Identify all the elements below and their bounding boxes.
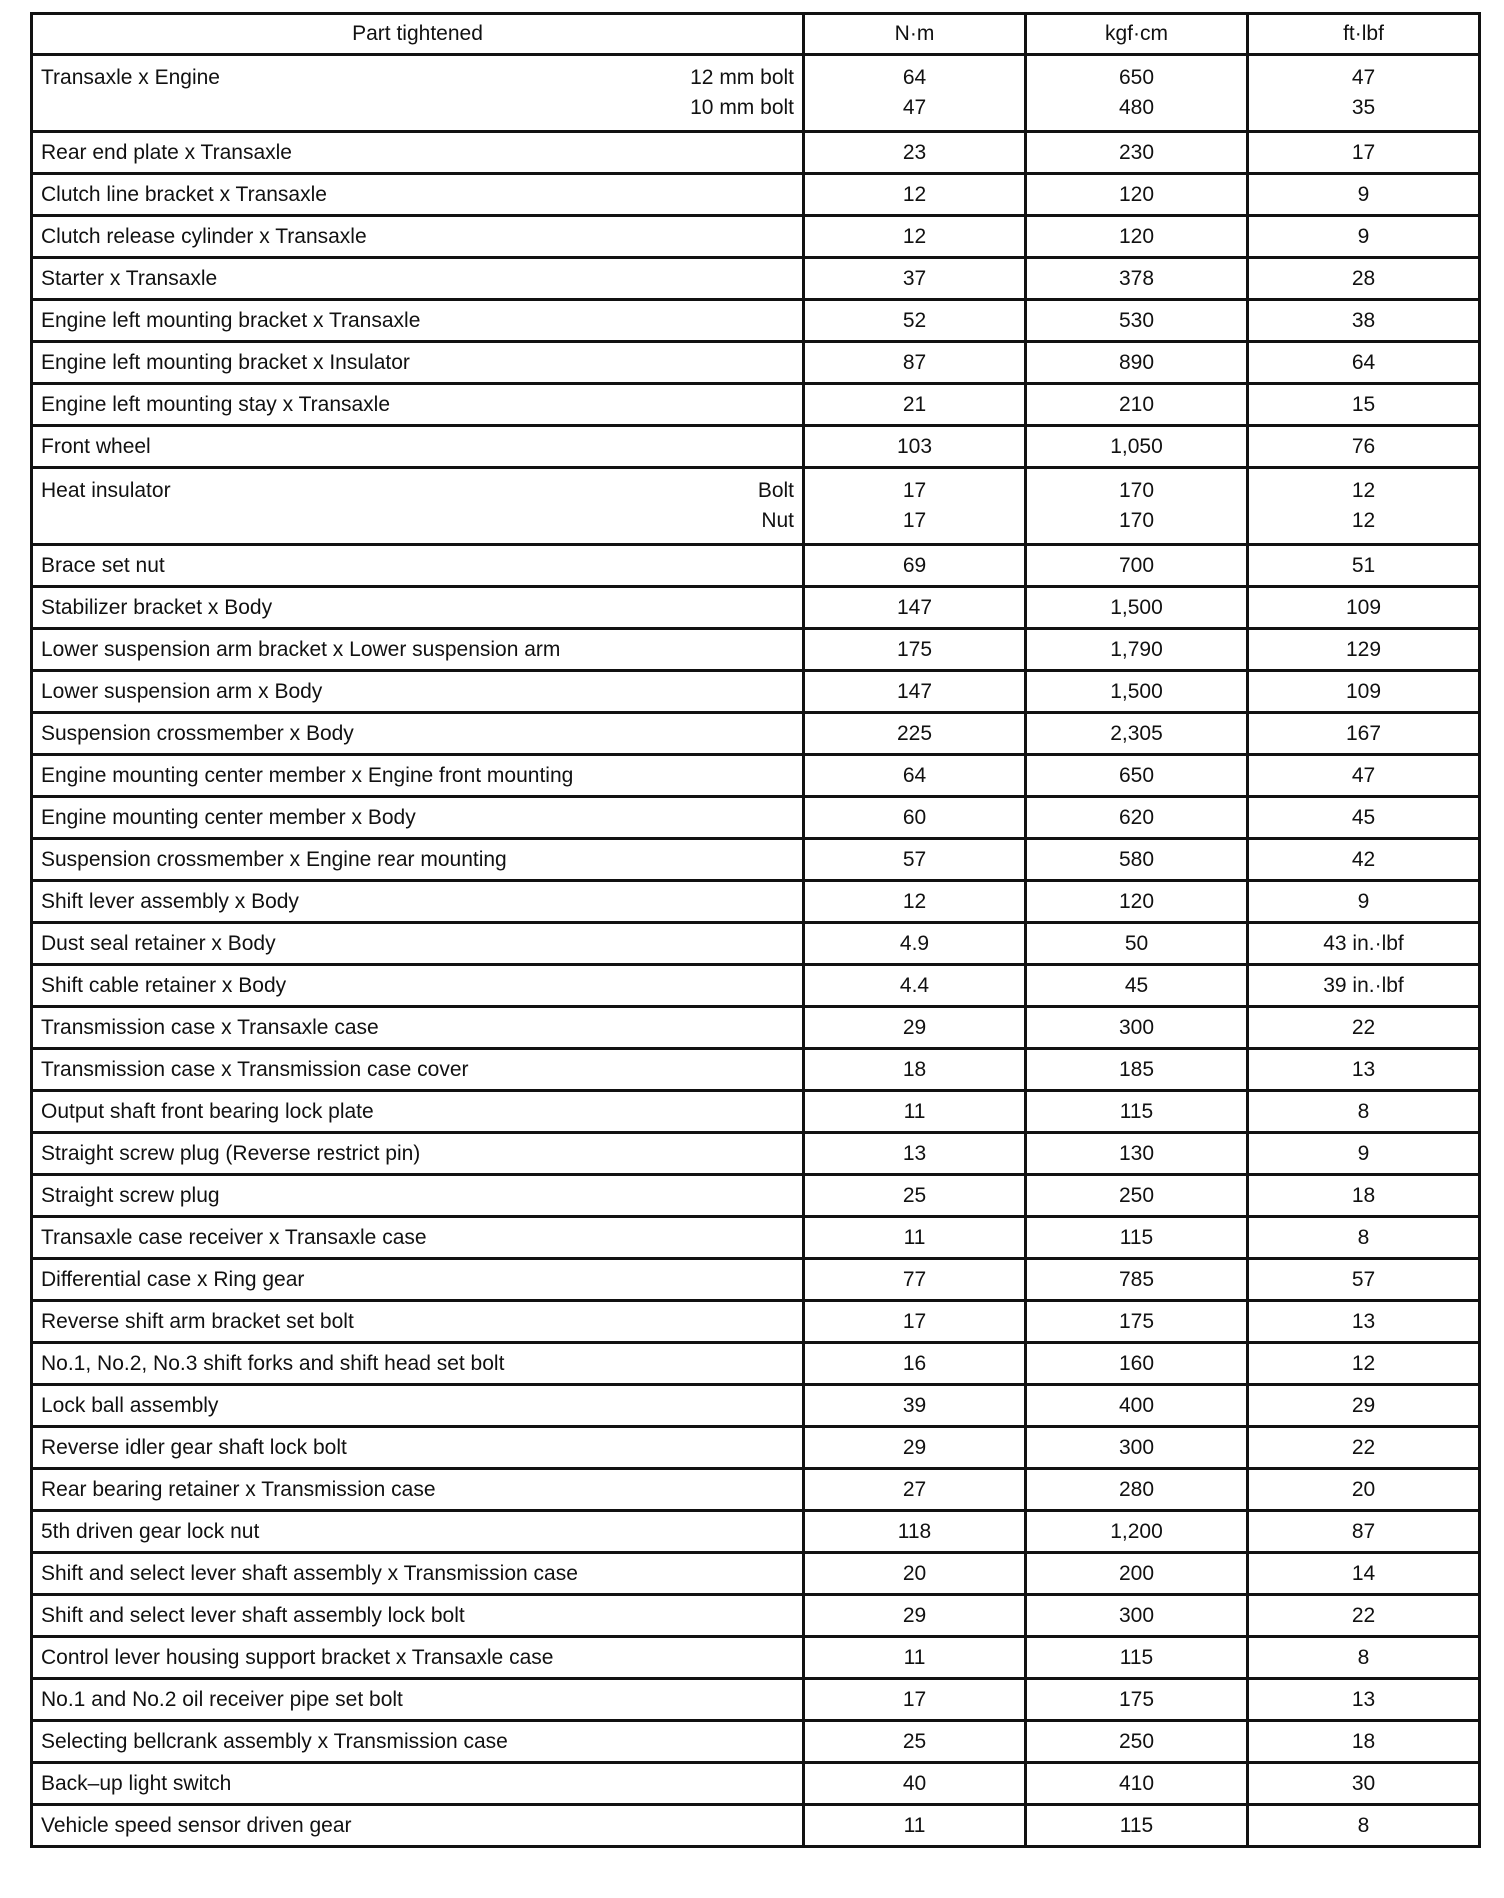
ftlbf-cell: 8 xyxy=(1248,1091,1480,1133)
table-row xyxy=(32,468,1480,545)
header-nm: N·m xyxy=(804,14,1026,55)
kgfcm-cell: 115 xyxy=(1026,1637,1248,1679)
table-row xyxy=(32,965,1480,1007)
value: 12 xyxy=(1351,509,1376,532)
nm-cell: 11 xyxy=(804,1217,1026,1259)
nm-cell xyxy=(804,468,1026,545)
part-name: Transaxle x Engine xyxy=(41,66,220,89)
torque-spec-table xyxy=(30,12,1481,1848)
ftlbf-cell: 22 xyxy=(1248,1595,1480,1637)
table-row xyxy=(32,426,1480,468)
ftlbf-cell: 45 xyxy=(1248,797,1480,839)
kgfcm-cell: 620 xyxy=(1026,797,1248,839)
table-row xyxy=(32,1385,1480,1427)
nm-cell: 29 xyxy=(804,1595,1026,1637)
ftlbf-cell: 76 xyxy=(1248,426,1480,468)
ftlbf-cell: 22 xyxy=(1248,1007,1480,1049)
table-row xyxy=(32,174,1480,216)
value: 170 xyxy=(1118,479,1155,502)
kgfcm-cell: 120 xyxy=(1026,216,1248,258)
nm-cell: 60 xyxy=(804,797,1026,839)
nm-cell: 37 xyxy=(804,258,1026,300)
table-row xyxy=(32,1007,1480,1049)
part-cell: Engine left mounting stay x Transaxle xyxy=(32,384,804,426)
ftlbf-cell: 109 xyxy=(1248,587,1480,629)
part-cell: Shift lever assembly x Body xyxy=(32,881,804,923)
table-row xyxy=(32,342,1480,384)
part-cell: Shift and select lever shaft assembly lock bolt xyxy=(32,1595,804,1637)
kgfcm-cell xyxy=(1026,468,1248,545)
ftlbf-cell: 9 xyxy=(1248,216,1480,258)
kgfcm-cell: 1,200 xyxy=(1026,1511,1248,1553)
ftlbf-cell: 15 xyxy=(1248,384,1480,426)
value: 35 xyxy=(1351,96,1376,119)
table-row xyxy=(32,1721,1480,1763)
value: 47 xyxy=(1351,66,1376,89)
table-row xyxy=(32,132,1480,174)
table-row xyxy=(32,1637,1480,1679)
part-cell: Engine left mounting bracket x Insulator xyxy=(32,342,804,384)
ftlbf-cell xyxy=(1248,468,1480,545)
nm-cell: 175 xyxy=(804,629,1026,671)
table-row xyxy=(32,839,1480,881)
table-row xyxy=(32,923,1480,965)
nm-cell: 57 xyxy=(804,839,1026,881)
ftlbf-cell: 13 xyxy=(1248,1049,1480,1091)
kgfcm-cell: 250 xyxy=(1026,1721,1248,1763)
ftlbf-cell: 64 xyxy=(1248,342,1480,384)
table-row xyxy=(32,1133,1480,1175)
nm-cell: 4.4 xyxy=(804,965,1026,1007)
part-cell: Lock ball assembly xyxy=(32,1385,804,1427)
ftlbf-cell: 51 xyxy=(1248,545,1480,587)
part-cell: Reverse idler gear shaft lock bolt xyxy=(32,1427,804,1469)
kgfcm-cell: 650 xyxy=(1026,755,1248,797)
table-row xyxy=(32,1175,1480,1217)
ftlbf-cell: 109 xyxy=(1248,671,1480,713)
nm-cell: 21 xyxy=(804,384,1026,426)
table-row xyxy=(32,1091,1480,1133)
ftlbf-cell: 42 xyxy=(1248,839,1480,881)
kgfcm-cell: 410 xyxy=(1026,1763,1248,1805)
table-row xyxy=(32,216,1480,258)
part-cell: Reverse shift arm bracket set bolt xyxy=(32,1301,804,1343)
ftlbf-cell: 9 xyxy=(1248,1133,1480,1175)
nm-cell: 147 xyxy=(804,587,1026,629)
nm-cell: 225 xyxy=(804,713,1026,755)
nm-cell: 25 xyxy=(804,1175,1026,1217)
part-cell: Front wheel xyxy=(32,426,804,468)
nm-cell: 20 xyxy=(804,1553,1026,1595)
part-cell: 5th driven gear lock nut xyxy=(32,1511,804,1553)
kgfcm-cell: 300 xyxy=(1026,1427,1248,1469)
part-cell: Lower suspension arm x Body xyxy=(32,671,804,713)
part-cell: Clutch release cylinder x Transaxle xyxy=(32,216,804,258)
nm-cell: 11 xyxy=(804,1805,1026,1847)
kgfcm-cell: 300 xyxy=(1026,1595,1248,1637)
part-cell: Shift cable retainer x Body xyxy=(32,965,804,1007)
ftlbf-cell: 9 xyxy=(1248,174,1480,216)
ftlbf-cell: 129 xyxy=(1248,629,1480,671)
kgfcm-cell xyxy=(1026,55,1248,132)
ftlbf-cell: 57 xyxy=(1248,1259,1480,1301)
kgfcm-cell: 115 xyxy=(1026,1217,1248,1259)
part-cell: Control lever housing support bracket x Transaxle case xyxy=(32,1637,804,1679)
value: 64 xyxy=(902,66,927,89)
value: 47 xyxy=(902,96,927,119)
ftlbf-cell: 17 xyxy=(1248,132,1480,174)
part-cell xyxy=(32,468,804,545)
part-cell: Differential case x Ring gear xyxy=(32,1259,804,1301)
nm-cell: 103 xyxy=(804,426,1026,468)
nm-cell: 11 xyxy=(804,1637,1026,1679)
ftlbf-cell: 14 xyxy=(1248,1553,1480,1595)
table-row xyxy=(32,1259,1480,1301)
nm-cell: 12 xyxy=(804,881,1026,923)
kgfcm-cell: 890 xyxy=(1026,342,1248,384)
nm-cell: 12 xyxy=(804,216,1026,258)
part-cell: No.1 and No.2 oil receiver pipe set bolt xyxy=(32,1679,804,1721)
part-cell: Output shaft front bearing lock plate xyxy=(32,1091,804,1133)
part-name: Heat insulator xyxy=(41,479,171,502)
part-cell: Dust seal retainer x Body xyxy=(32,923,804,965)
table-row xyxy=(32,545,1480,587)
value: 170 xyxy=(1118,509,1155,532)
kgfcm-cell: 700 xyxy=(1026,545,1248,587)
part-sub: 10 mm bolt xyxy=(690,96,794,119)
kgfcm-cell: 300 xyxy=(1026,1007,1248,1049)
part-sub: Nut xyxy=(761,509,794,532)
table-row xyxy=(32,671,1480,713)
kgfcm-cell: 250 xyxy=(1026,1175,1248,1217)
nm-cell: 40 xyxy=(804,1763,1026,1805)
nm-cell: 13 xyxy=(804,1133,1026,1175)
nm-cell: 17 xyxy=(804,1679,1026,1721)
table-row xyxy=(32,881,1480,923)
nm-cell: 29 xyxy=(804,1427,1026,1469)
kgfcm-cell: 130 xyxy=(1026,1133,1248,1175)
kgfcm-cell: 160 xyxy=(1026,1343,1248,1385)
part-cell: Rear end plate x Transaxle xyxy=(32,132,804,174)
value: 12 xyxy=(1351,479,1376,502)
nm-cell: 147 xyxy=(804,671,1026,713)
ftlbf-cell: 43 in.·lbf xyxy=(1248,923,1480,965)
table-row xyxy=(32,1343,1480,1385)
part-cell: Shift and select lever shaft assembly x Transmission case xyxy=(32,1553,804,1595)
nm-cell: 23 xyxy=(804,132,1026,174)
kgfcm-cell: 175 xyxy=(1026,1301,1248,1343)
nm-cell: 118 xyxy=(804,1511,1026,1553)
part-cell: Rear bearing retainer x Transmission case xyxy=(32,1469,804,1511)
ftlbf-cell: 29 xyxy=(1248,1385,1480,1427)
header-row xyxy=(32,14,1480,55)
kgfcm-cell: 1,500 xyxy=(1026,587,1248,629)
nm-cell: 16 xyxy=(804,1343,1026,1385)
kgfcm-cell: 185 xyxy=(1026,1049,1248,1091)
kgfcm-cell: 50 xyxy=(1026,923,1248,965)
nm-cell: 52 xyxy=(804,300,1026,342)
nm-cell: 18 xyxy=(804,1049,1026,1091)
header-ftlbf: ft·lbf xyxy=(1248,14,1480,55)
part-sub: 12 mm bolt xyxy=(690,66,794,89)
table-row xyxy=(32,1595,1480,1637)
part-cell: Transmission case x Transaxle case xyxy=(32,1007,804,1049)
kgfcm-cell: 1,790 xyxy=(1026,629,1248,671)
ftlbf-cell: 167 xyxy=(1248,713,1480,755)
ftlbf-cell: 12 xyxy=(1248,1343,1480,1385)
nm-cell: 17 xyxy=(804,1301,1026,1343)
part-cell: Suspension crossmember x Engine rear mounting xyxy=(32,839,804,881)
nm-cell: 12 xyxy=(804,174,1026,216)
ftlbf-cell: 38 xyxy=(1248,300,1480,342)
part-cell: No.1, No.2, No.3 shift forks and shift head set bolt xyxy=(32,1343,804,1385)
ftlbf-cell: 28 xyxy=(1248,258,1480,300)
kgfcm-cell: 400 xyxy=(1026,1385,1248,1427)
part-cell: Back–up light switch xyxy=(32,1763,804,1805)
nm-cell: 27 xyxy=(804,1469,1026,1511)
ftlbf-cell xyxy=(1248,55,1480,132)
table-row xyxy=(32,1805,1480,1847)
value: 480 xyxy=(1118,96,1155,119)
nm-cell: 25 xyxy=(804,1721,1026,1763)
table-row xyxy=(32,1679,1480,1721)
kgfcm-cell: 2,305 xyxy=(1026,713,1248,755)
kgfcm-cell: 580 xyxy=(1026,839,1248,881)
part-cell: Clutch line bracket x Transaxle xyxy=(32,174,804,216)
part-cell: Transaxle case receiver x Transaxle case xyxy=(32,1217,804,1259)
ftlbf-cell: 8 xyxy=(1248,1217,1480,1259)
part-cell: Suspension crossmember x Body xyxy=(32,713,804,755)
kgfcm-cell: 1,500 xyxy=(1026,671,1248,713)
ftlbf-cell: 18 xyxy=(1248,1721,1480,1763)
ftlbf-cell: 39 in.·lbf xyxy=(1248,965,1480,1007)
kgfcm-cell: 115 xyxy=(1026,1805,1248,1847)
part-cell: Lower suspension arm bracket x Lower suspension arm xyxy=(32,629,804,671)
ftlbf-cell: 30 xyxy=(1248,1763,1480,1805)
part-cell: Straight screw plug (Reverse restrict pin) xyxy=(32,1133,804,1175)
kgfcm-cell: 530 xyxy=(1026,300,1248,342)
ftlbf-cell: 8 xyxy=(1248,1637,1480,1679)
table-row xyxy=(32,629,1480,671)
kgfcm-cell: 45 xyxy=(1026,965,1248,1007)
table-row xyxy=(32,1217,1480,1259)
value: 650 xyxy=(1118,66,1155,89)
nm-cell: 11 xyxy=(804,1091,1026,1133)
table-row xyxy=(32,1301,1480,1343)
part-cell: Vehicle speed sensor driven gear xyxy=(32,1805,804,1847)
header-kgfcm: kgf·cm xyxy=(1026,14,1248,55)
part-cell: Straight screw plug xyxy=(32,1175,804,1217)
ftlbf-cell: 22 xyxy=(1248,1427,1480,1469)
part-cell: Transmission case x Transmission case cover xyxy=(32,1049,804,1091)
ftlbf-cell: 8 xyxy=(1248,1805,1480,1847)
ftlbf-cell: 20 xyxy=(1248,1469,1480,1511)
table-row xyxy=(32,1763,1480,1805)
kgfcm-cell: 230 xyxy=(1026,132,1248,174)
part-cell: Stabilizer bracket x Body xyxy=(32,587,804,629)
part-cell: Engine mounting center member x Engine front mounting xyxy=(32,755,804,797)
part-cell: Starter x Transaxle xyxy=(32,258,804,300)
kgfcm-cell: 115 xyxy=(1026,1091,1248,1133)
part-cell: Selecting bellcrank assembly x Transmission case xyxy=(32,1721,804,1763)
nm-cell xyxy=(804,55,1026,132)
kgfcm-cell: 378 xyxy=(1026,258,1248,300)
table-row xyxy=(32,755,1480,797)
table-row xyxy=(32,1049,1480,1091)
table-row xyxy=(32,384,1480,426)
kgfcm-cell: 120 xyxy=(1026,174,1248,216)
part-cell: Engine left mounting bracket x Transaxle xyxy=(32,300,804,342)
table-row xyxy=(32,1511,1480,1553)
table-row xyxy=(32,1469,1480,1511)
table-row xyxy=(32,258,1480,300)
table-row xyxy=(32,1427,1480,1469)
ftlbf-cell: 13 xyxy=(1248,1679,1480,1721)
part-sub: Bolt xyxy=(757,479,794,502)
table-row xyxy=(32,1553,1480,1595)
kgfcm-cell: 175 xyxy=(1026,1679,1248,1721)
nm-cell: 87 xyxy=(804,342,1026,384)
ftlbf-cell: 87 xyxy=(1248,1511,1480,1553)
nm-cell: 64 xyxy=(804,755,1026,797)
kgfcm-cell: 120 xyxy=(1026,881,1248,923)
kgfcm-cell: 210 xyxy=(1026,384,1248,426)
nm-cell: 69 xyxy=(804,545,1026,587)
part-cell: Engine mounting center member x Body xyxy=(32,797,804,839)
header-part: Part tightened xyxy=(32,14,804,55)
part-cell xyxy=(32,55,804,132)
part-cell: Brace set nut xyxy=(32,545,804,587)
nm-cell: 29 xyxy=(804,1007,1026,1049)
nm-cell: 4.9 xyxy=(804,923,1026,965)
table-row xyxy=(32,797,1480,839)
value: 17 xyxy=(902,509,927,532)
ftlbf-cell: 47 xyxy=(1248,755,1480,797)
nm-cell: 77 xyxy=(804,1259,1026,1301)
ftlbf-cell: 9 xyxy=(1248,881,1480,923)
nm-cell: 39 xyxy=(804,1385,1026,1427)
table-row xyxy=(32,587,1480,629)
kgfcm-cell: 1,050 xyxy=(1026,426,1248,468)
kgfcm-cell: 200 xyxy=(1026,1553,1248,1595)
table-row xyxy=(32,55,1480,132)
ftlbf-cell: 13 xyxy=(1248,1301,1480,1343)
table-row xyxy=(32,713,1480,755)
kgfcm-cell: 280 xyxy=(1026,1469,1248,1511)
kgfcm-cell: 785 xyxy=(1026,1259,1248,1301)
table-row xyxy=(32,300,1480,342)
ftlbf-cell: 18 xyxy=(1248,1175,1480,1217)
value: 17 xyxy=(902,479,927,502)
